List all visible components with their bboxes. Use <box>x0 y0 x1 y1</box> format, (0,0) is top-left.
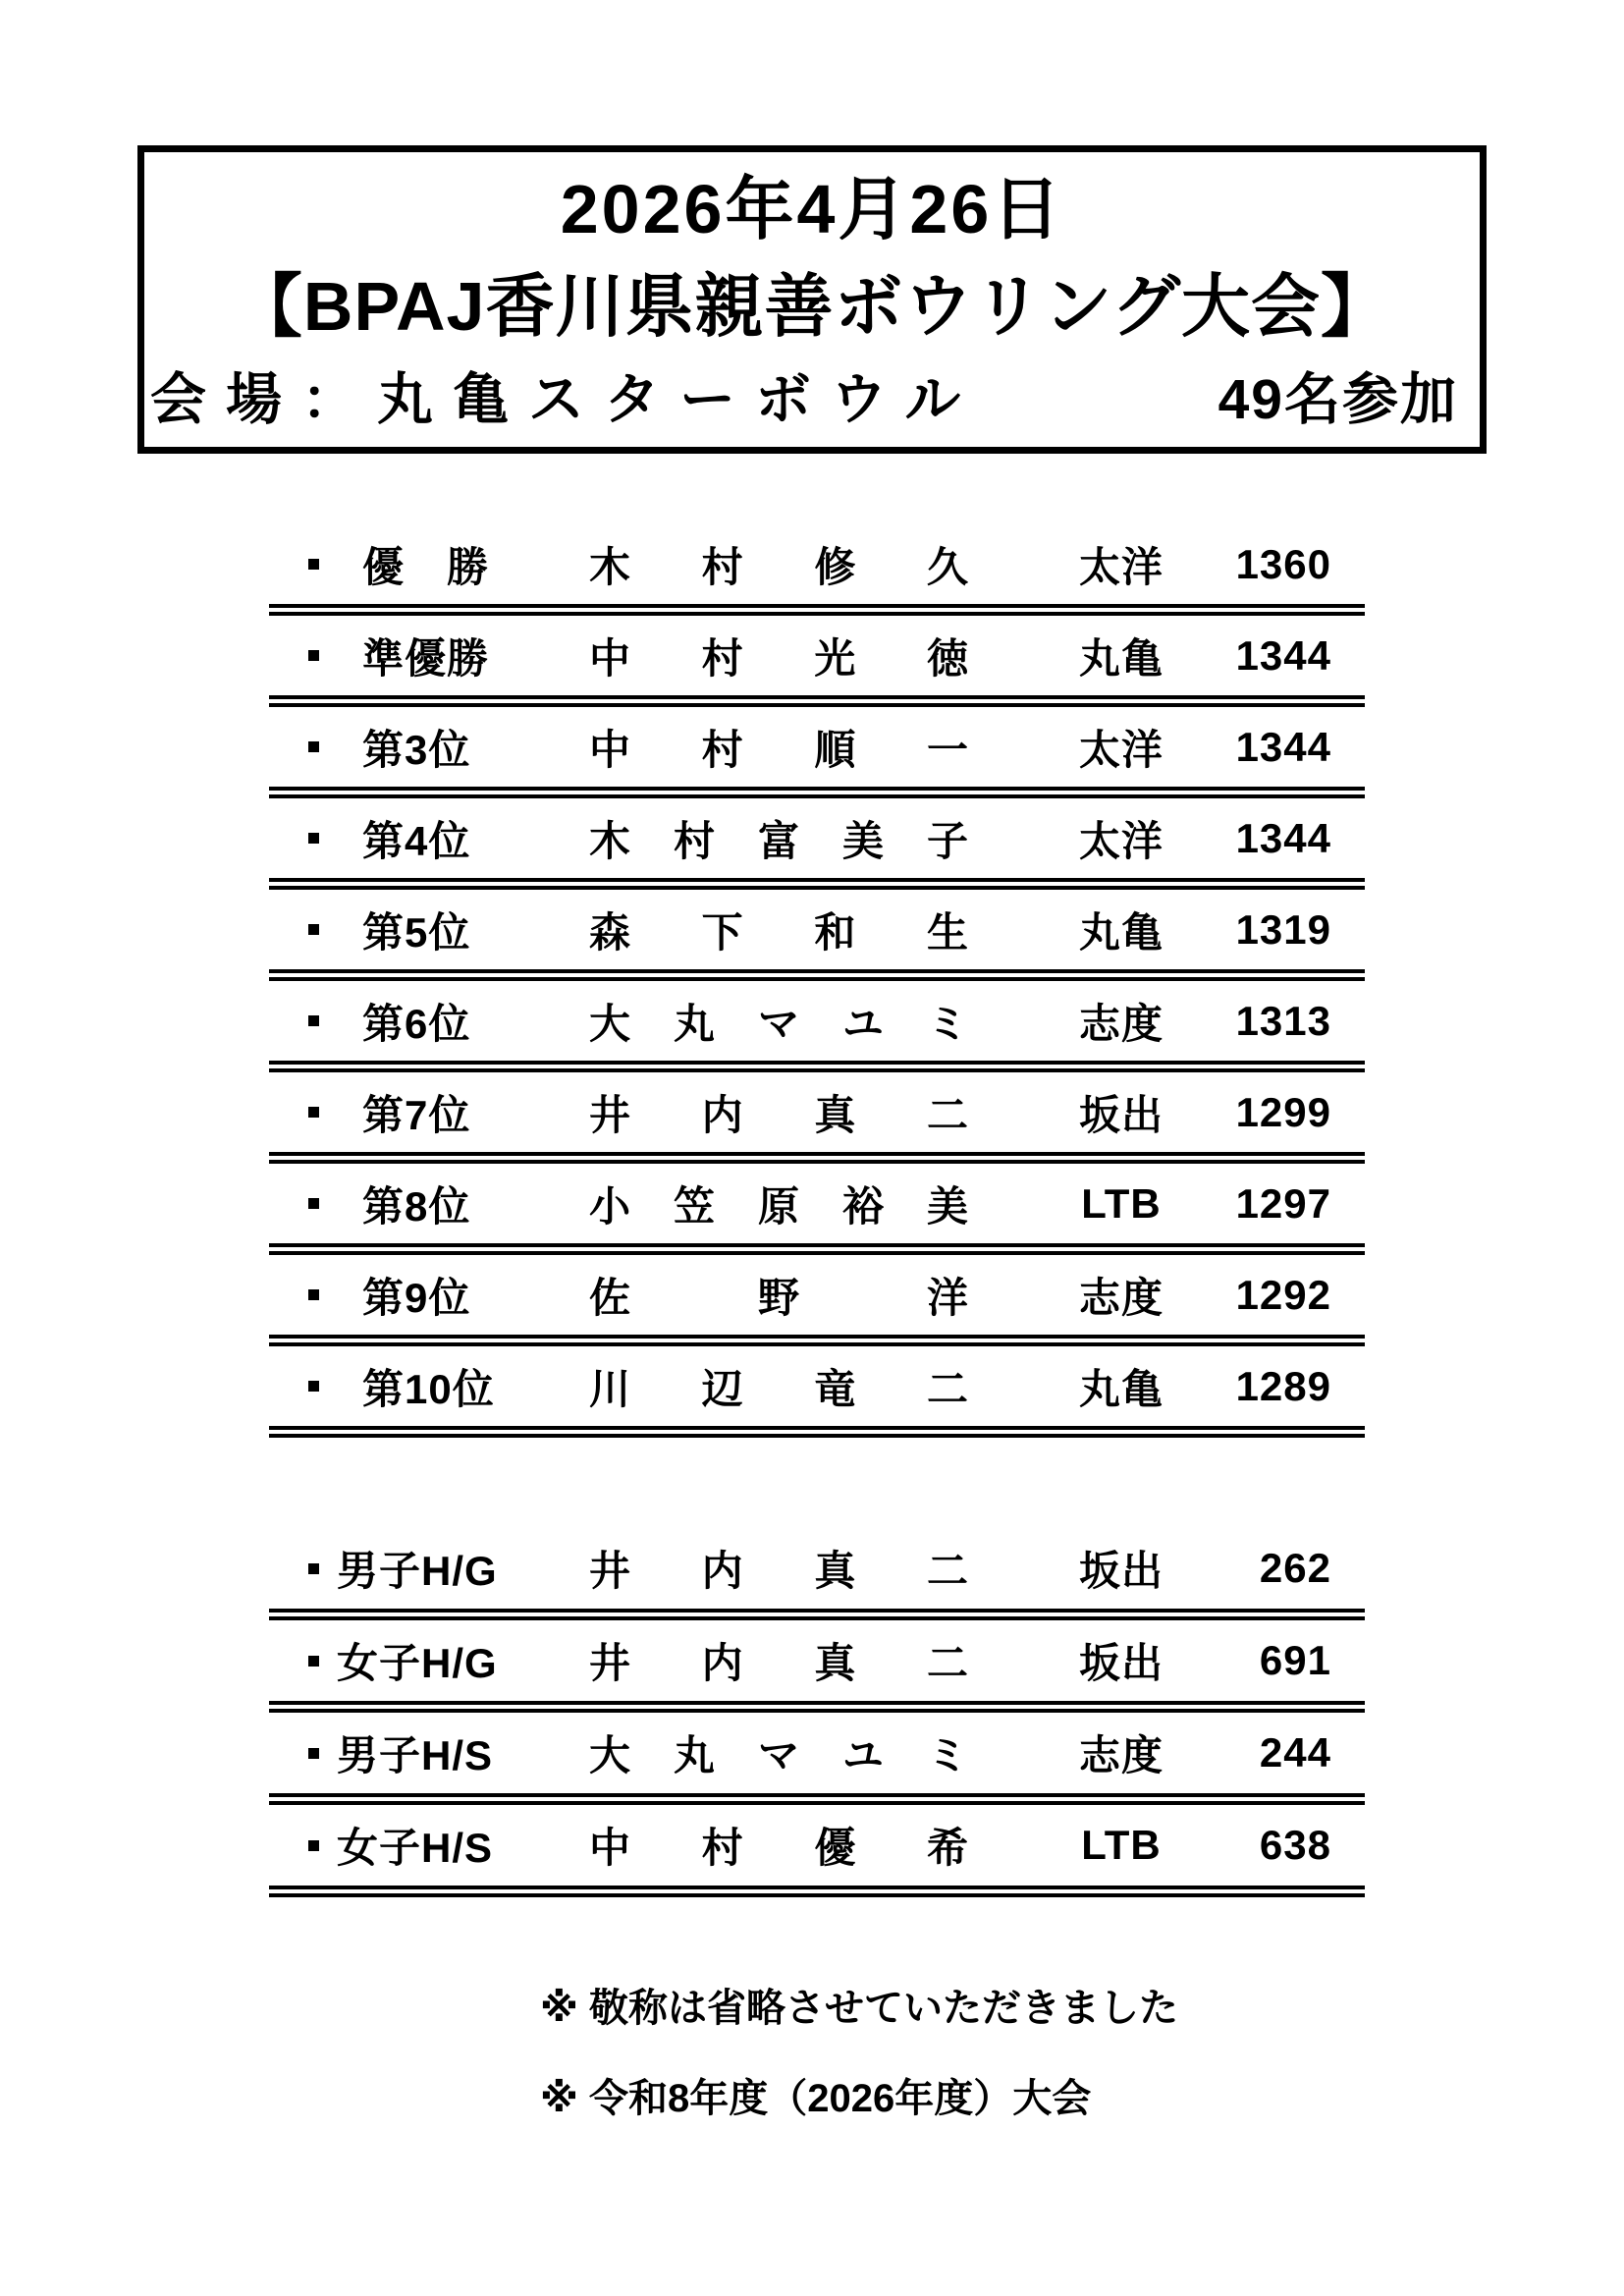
name-char: 竜 <box>814 1365 856 1412</box>
name-char: 村 <box>701 634 743 682</box>
event-title: 【BPAJ香川県親善ボウリング大会】 <box>233 267 1391 345</box>
bullet-icon <box>308 1289 319 1300</box>
name-char: 笠 <box>673 1182 715 1230</box>
name-char: 原 <box>757 1182 799 1230</box>
rank-cell <box>308 1805 493 1886</box>
bullet-icon <box>308 833 319 844</box>
name-char: 久 <box>926 543 968 590</box>
club-label: 志度 <box>1078 1000 1164 1047</box>
name-char: ユ <box>841 1000 884 1047</box>
name-char: ミ <box>926 1000 968 1047</box>
name-char: 中 <box>589 634 631 682</box>
player-name <box>589 1805 968 1886</box>
bullet-icon <box>308 1748 319 1759</box>
score-value: 691 <box>1259 1637 1331 1683</box>
result-row <box>269 524 1365 616</box>
club-label: 太洋 <box>1078 543 1164 590</box>
result-row <box>269 616 1365 707</box>
name-char: 二 <box>926 1548 968 1594</box>
name-char: 内 <box>701 1640 743 1686</box>
name-char: 木 <box>589 543 631 590</box>
rank-label: 第3位 <box>362 726 471 773</box>
name-char: 和 <box>814 908 856 956</box>
rank-label: 第8位 <box>362 1182 471 1230</box>
score-value: 1344 <box>1235 814 1331 861</box>
result-row <box>269 890 1365 981</box>
rank-cell <box>308 616 489 695</box>
name-char: 川 <box>589 1365 631 1412</box>
name-char: マ <box>757 1732 799 1778</box>
name-char: 井 <box>589 1091 631 1138</box>
name-char: 井 <box>589 1640 631 1686</box>
rank-cell <box>308 1713 493 1793</box>
name-char: 辺 <box>701 1365 743 1412</box>
venue-label: 会場：丸亀スターボウル <box>150 368 981 431</box>
rank-cell <box>308 707 470 787</box>
name-char: 村 <box>673 817 715 864</box>
name-char: 徳 <box>926 634 968 682</box>
club-label: LTB <box>1081 1822 1162 1868</box>
name-char: 修 <box>814 543 856 590</box>
rank-cell <box>308 1620 498 1701</box>
name-char: 二 <box>926 1640 968 1686</box>
bullet-icon <box>308 1656 319 1667</box>
player-name <box>589 1255 968 1335</box>
result-row <box>269 1620 1365 1713</box>
result-row <box>269 1713 1365 1805</box>
name-char: 洋 <box>926 1274 968 1321</box>
rank-cell <box>308 1528 498 1609</box>
name-char: 真 <box>814 1091 856 1138</box>
player-name <box>589 1620 968 1701</box>
participants-count: 49名参加 <box>1218 368 1458 431</box>
player-name <box>589 1346 968 1426</box>
club-label: 丸亀 <box>1078 908 1164 956</box>
name-char: 中 <box>589 726 631 773</box>
rank-cell <box>308 1072 470 1152</box>
name-char: 真 <box>814 1548 856 1594</box>
score-value: 1313 <box>1235 997 1331 1044</box>
name-char: 内 <box>701 1548 743 1594</box>
player-name <box>589 1713 968 1793</box>
name-char: 裕 <box>841 1182 884 1230</box>
note-tournament-year: ※ 令和8年度（2026年度）大会 <box>540 2077 1092 2120</box>
rank-label: 準優勝 <box>362 634 490 682</box>
player-name <box>589 1072 968 1152</box>
result-row <box>269 1528 1365 1620</box>
bullet-icon <box>308 1563 319 1574</box>
score-value: 1344 <box>1235 723 1331 770</box>
rank-label: 第10位 <box>362 1365 495 1412</box>
club-label: 志度 <box>1078 1732 1164 1778</box>
name-char: ミ <box>926 1732 968 1778</box>
rank-label: 第6位 <box>362 1000 471 1047</box>
name-char: 小 <box>589 1182 631 1230</box>
bullet-icon <box>308 1840 319 1851</box>
name-char: 優 <box>814 1825 856 1871</box>
player-name <box>589 1528 968 1609</box>
result-row <box>269 1164 1365 1255</box>
name-char: 美 <box>926 1182 968 1230</box>
name-char: 下 <box>701 908 743 956</box>
name-char: 丸 <box>673 1732 715 1778</box>
club-label: 丸亀 <box>1078 634 1164 682</box>
name-char: 順 <box>814 726 856 773</box>
rank-label: 第9位 <box>362 1274 471 1321</box>
rank-label: 第5位 <box>362 908 471 956</box>
rank-cell <box>308 981 470 1061</box>
footer-notes <box>540 1986 1178 2121</box>
rank-cell <box>308 524 489 604</box>
bullet-icon <box>308 924 319 935</box>
bullet-icon <box>308 1381 319 1392</box>
name-char: 希 <box>926 1825 968 1871</box>
name-char: 中 <box>589 1825 631 1871</box>
club-label: 志度 <box>1078 1274 1164 1321</box>
rank-label: 第4位 <box>362 817 471 864</box>
rank-cell <box>308 1164 470 1243</box>
result-row <box>269 707 1365 798</box>
rank-label: 男子H/G <box>337 1548 498 1594</box>
score-value: 1344 <box>1235 631 1331 679</box>
rank-label: 優 勝 <box>362 543 490 590</box>
name-char: 村 <box>701 726 743 773</box>
special-awards-table <box>269 1528 1365 1897</box>
bullet-icon <box>308 650 319 661</box>
score-value: 1292 <box>1235 1271 1331 1318</box>
name-char: ユ <box>841 1732 884 1778</box>
club-label: 坂出 <box>1078 1640 1164 1686</box>
name-char: 村 <box>701 543 743 590</box>
bullet-icon <box>308 559 319 570</box>
rank-cell <box>308 798 470 878</box>
club-label: 太洋 <box>1078 726 1164 773</box>
rank-label: 第7位 <box>362 1091 471 1138</box>
name-char: 真 <box>814 1640 856 1686</box>
player-name <box>589 890 968 969</box>
name-char: 二 <box>926 1091 968 1138</box>
bullet-icon <box>308 1107 319 1118</box>
bullet-icon <box>308 1198 319 1209</box>
rank-cell <box>308 1255 470 1335</box>
name-char: 丸 <box>673 1000 715 1047</box>
rank-label: 女子H/S <box>337 1825 494 1871</box>
name-char: 佐 <box>589 1274 631 1321</box>
name-char: 富 <box>757 817 799 864</box>
name-char: 木 <box>589 817 631 864</box>
player-name <box>589 707 968 787</box>
club-label: 丸亀 <box>1078 1365 1164 1412</box>
name-char: 森 <box>589 908 631 956</box>
venue-row <box>144 349 1480 441</box>
note-honorifics: ※ 敬称は省略させていただきました <box>540 1987 1178 2030</box>
rank-cell <box>308 890 470 969</box>
ranking-table <box>269 524 1365 1438</box>
rank-cell <box>308 1346 495 1426</box>
result-row <box>269 981 1365 1072</box>
result-row <box>269 798 1365 890</box>
club-label: LTB <box>1081 1179 1162 1227</box>
score-value: 1289 <box>1235 1362 1331 1409</box>
name-char: 村 <box>701 1825 743 1871</box>
result-row <box>269 1346 1365 1438</box>
name-char: マ <box>757 1000 799 1047</box>
event-date: 2026年4月26日 <box>560 170 1064 247</box>
name-char: 大 <box>589 1000 631 1047</box>
name-char: 井 <box>589 1548 631 1594</box>
club-label: 坂出 <box>1078 1091 1164 1138</box>
score-value: 1360 <box>1235 540 1331 587</box>
name-char: 子 <box>926 817 968 864</box>
name-char: 美 <box>841 817 884 864</box>
score-value: 1319 <box>1235 905 1331 953</box>
bullet-icon <box>308 741 319 752</box>
result-row <box>269 1072 1365 1164</box>
club-label: 坂出 <box>1078 1548 1164 1594</box>
score-value: 638 <box>1259 1822 1331 1868</box>
rank-label: 女子H/G <box>337 1640 498 1686</box>
player-name <box>589 524 968 604</box>
player-name <box>589 981 968 1061</box>
result-row <box>269 1805 1365 1897</box>
name-char: 内 <box>701 1091 743 1138</box>
bullet-icon <box>308 1015 319 1026</box>
name-char: 野 <box>757 1274 799 1321</box>
name-char: 生 <box>926 908 968 956</box>
score-value: 244 <box>1259 1729 1331 1776</box>
name-char: 光 <box>814 634 856 682</box>
player-name <box>589 616 968 695</box>
name-char: 二 <box>926 1365 968 1412</box>
rank-label: 男子H/S <box>337 1732 494 1778</box>
score-value: 262 <box>1259 1545 1331 1591</box>
player-name <box>589 1164 968 1243</box>
score-value: 1299 <box>1235 1088 1331 1135</box>
score-value: 1297 <box>1235 1179 1331 1227</box>
header-box <box>137 145 1487 454</box>
name-char: 大 <box>589 1732 631 1778</box>
result-row <box>269 1255 1365 1346</box>
player-name <box>589 798 968 878</box>
club-label: 太洋 <box>1078 817 1164 864</box>
name-char: 一 <box>926 726 968 773</box>
